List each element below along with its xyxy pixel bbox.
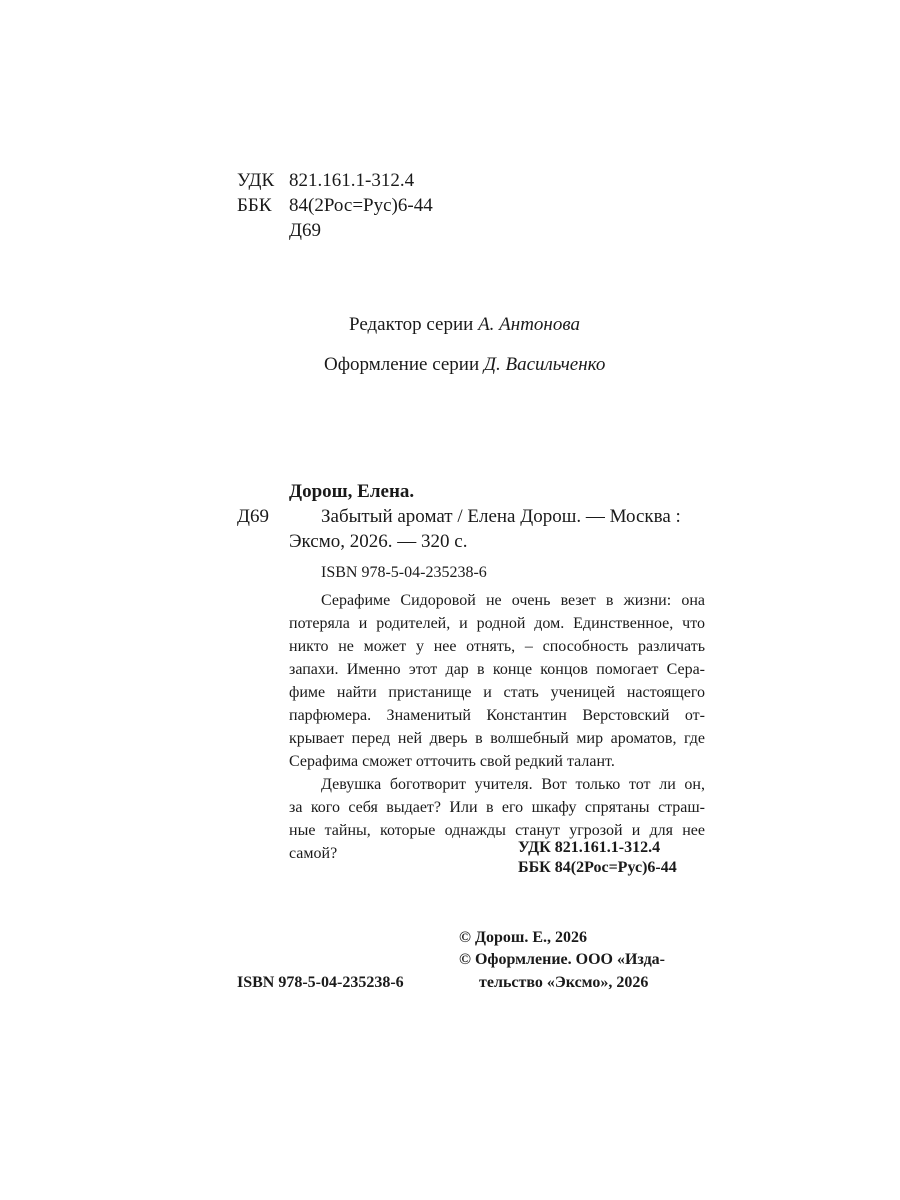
annotation-line: ные тайны, которые однажды станут угрозой и для нее [289,822,705,839]
copyright-author: © Дорош. Е., 2026 [459,929,588,946]
copyright-design-line2: тельство «Эксмо», 2026 [479,974,649,991]
top-udk-line [237,168,414,193]
design-credit [324,352,605,377]
annotation-line: Девушка боготворит учителя. Вот только тот ли он, [321,776,705,793]
annotation-line: запахи. Именно этот дар в конце концов помогает Сера- [289,661,705,678]
editor-prefix: Редактор серии [349,314,474,335]
annotation-line: Серафиме Сидоровой не очень везет в жизни: она [321,592,705,609]
catalog-author: Дорош, Елена. [289,481,415,502]
annotation-line: потеряла и родителей, и родной дом. Единственное, что [289,615,705,632]
bbk-label: ББК [237,195,272,216]
bbk-value: 84(2Рос=Рус)6-44 [289,195,433,216]
annotation-line: никто не может у нее отнять, – способность различать [289,638,705,655]
catalog-title-line2: Эксмо, 2026. — 320 с. [289,531,468,552]
udk-value: 821.161.1-312.4 [289,170,415,191]
catalog-isbn: ISBN 978-5-04-235238-6 [321,564,487,581]
editor-credit [349,312,580,337]
catalog-title-line1: Забытый аромат / Елена Дорош. — Москва : [321,506,681,527]
annotation-line: самой? [289,845,338,862]
catalog-bbk: ББК 84(2Рос=Рус)6-44 [518,859,677,876]
design-prefix: Оформление серии [324,354,480,375]
copyright-design-line1: © Оформление. ООО «Изда- [459,951,665,968]
top-author-mark: Д69 [289,220,321,241]
annotation-line: фиме найти пристанище и стать ученицей настоящего [289,684,705,701]
annotation [289,589,705,865]
annotation-line: крывает перед ней дверь в волшебный мир ароматов, где [289,730,705,747]
udk-label: УДК [237,170,275,191]
design-name: Д. Васильченко [483,354,606,375]
bottom-isbn: ISBN 978-5-04-235238-6 [237,974,404,991]
annotation-line: за кого себя выдает? Или в его шкафу спрятаны страш- [289,799,705,816]
editor-name: А. Антонова [478,314,580,335]
annotation-line: парфюмера. Знаменитый Константин Верстовский от- [289,707,705,724]
catalog-mark: Д69 [237,506,269,527]
top-bbk-line [237,193,433,218]
annotation-line: Серафима сможет отточить свой редкий талант. [289,753,615,770]
catalog-udk: УДК 821.161.1-312.4 [518,839,661,856]
